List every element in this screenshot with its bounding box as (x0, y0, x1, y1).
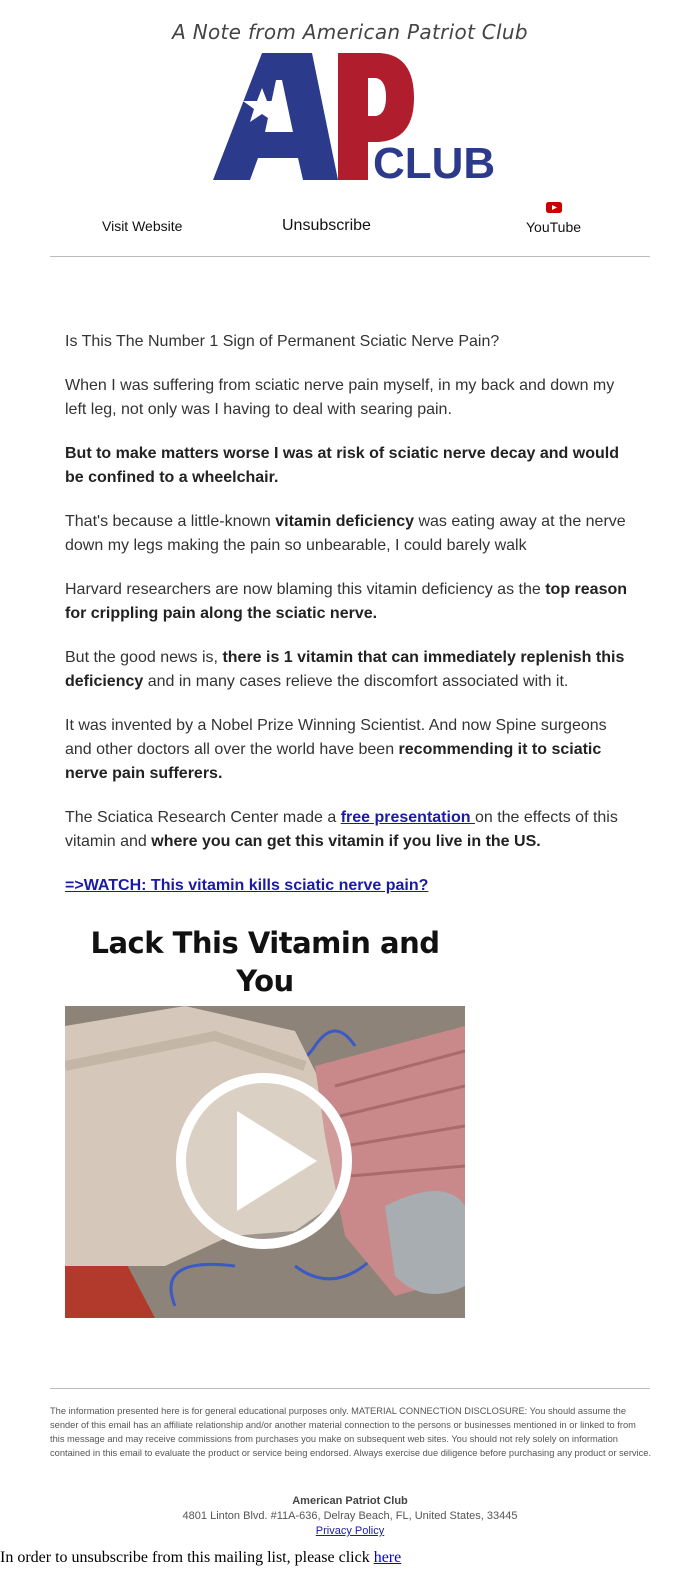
visit-website-link[interactable]: Visit Website (102, 218, 183, 234)
free-presentation-link[interactable]: free presentation (340, 809, 475, 826)
youtube-icon[interactable] (546, 202, 562, 213)
unsubscribe-line: In order to unsubscribe from this mailing list, please click here (0, 1549, 402, 1566)
footer-address-block (0, 1494, 700, 1539)
paragraph (65, 874, 635, 898)
unsubscribe-link[interactable]: Unsubscribe (282, 217, 371, 234)
paragraph: That's because a little-known vitamin deficiency was eating away at the nerve down my legs making the pain so unbearable, I could barely walk (65, 513, 626, 554)
paragraph: It was invented by a Nobel Prize Winning Scientist. And now Spine surgeons and other doctors all over the world have been recommending it to sciatic nerve pain sufferers. (65, 717, 607, 782)
paragraph: Is This The Number 1 Sign of Permanent Sciatic Nerve Pain? (65, 333, 500, 350)
company-address: 4801 Linton Blvd. #11A-636, Delray Beach, FL, United States, 33445 (182, 1510, 518, 1522)
email-body (65, 330, 635, 918)
video-headline: Lack This Vitamin and You (65, 918, 465, 1006)
paragraph: Harvard researchers are now blaming this vitamin deficiency as the top reason for crippling pain along the sciatic nerve. (65, 581, 628, 622)
header-note: A Note from American Patriot Club (172, 20, 528, 44)
company-name: American Patriot Club (292, 1495, 408, 1507)
privacy-policy-link[interactable]: Privacy Policy (315, 1525, 385, 1537)
logo-club-word: CLUB (373, 139, 496, 185)
ap-club-logo[interactable] (210, 50, 500, 185)
watch-cta-link[interactable]: =>WATCH: This vitamin kills sciatic nerve pain? (65, 877, 429, 894)
footer-divider (50, 1388, 650, 1389)
video-thumbnail[interactable] (65, 918, 465, 1318)
disclosure-text: The information presented here is for general educational purposes only. MATERIAL CONNECTION DISCLOSURE: You should assume the sender of this email has an affiliate relationship and/or another material connection to the persons or businesses mentioned in or linked to from this message and may receive commissions from purchases you make on subsequent web sites. You should not rely solely on information contained in this email to evaluate the product or service being endorsed. Always exercise due diligence before purchasing any product or service. (50, 1406, 652, 1458)
youtube-link[interactable]: YouTube (526, 219, 582, 235)
header-divider (50, 256, 650, 257)
paragraph: The Sciatica Research Center made a free presentation on the effects of this vitamin and where you can get this vitamin if you live in the US. (65, 809, 618, 850)
paragraph: But to make matters worse I was at risk of sciatic nerve decay and would be confined to a wheelchair. (65, 445, 619, 486)
paragraph: When I was suffering from sciatic nerve pain myself, in my back and down my left leg, not only was I having to deal with searing pain. (65, 377, 615, 418)
nav-row (50, 200, 650, 250)
leg-photo (65, 1006, 465, 1318)
paragraph: But the good news is, there is 1 vitamin that can immediately replenish this deficiency and in many cases relieve the discomfort associated with it. (65, 649, 625, 690)
unsubscribe-here-link[interactable]: here (373, 1549, 402, 1566)
